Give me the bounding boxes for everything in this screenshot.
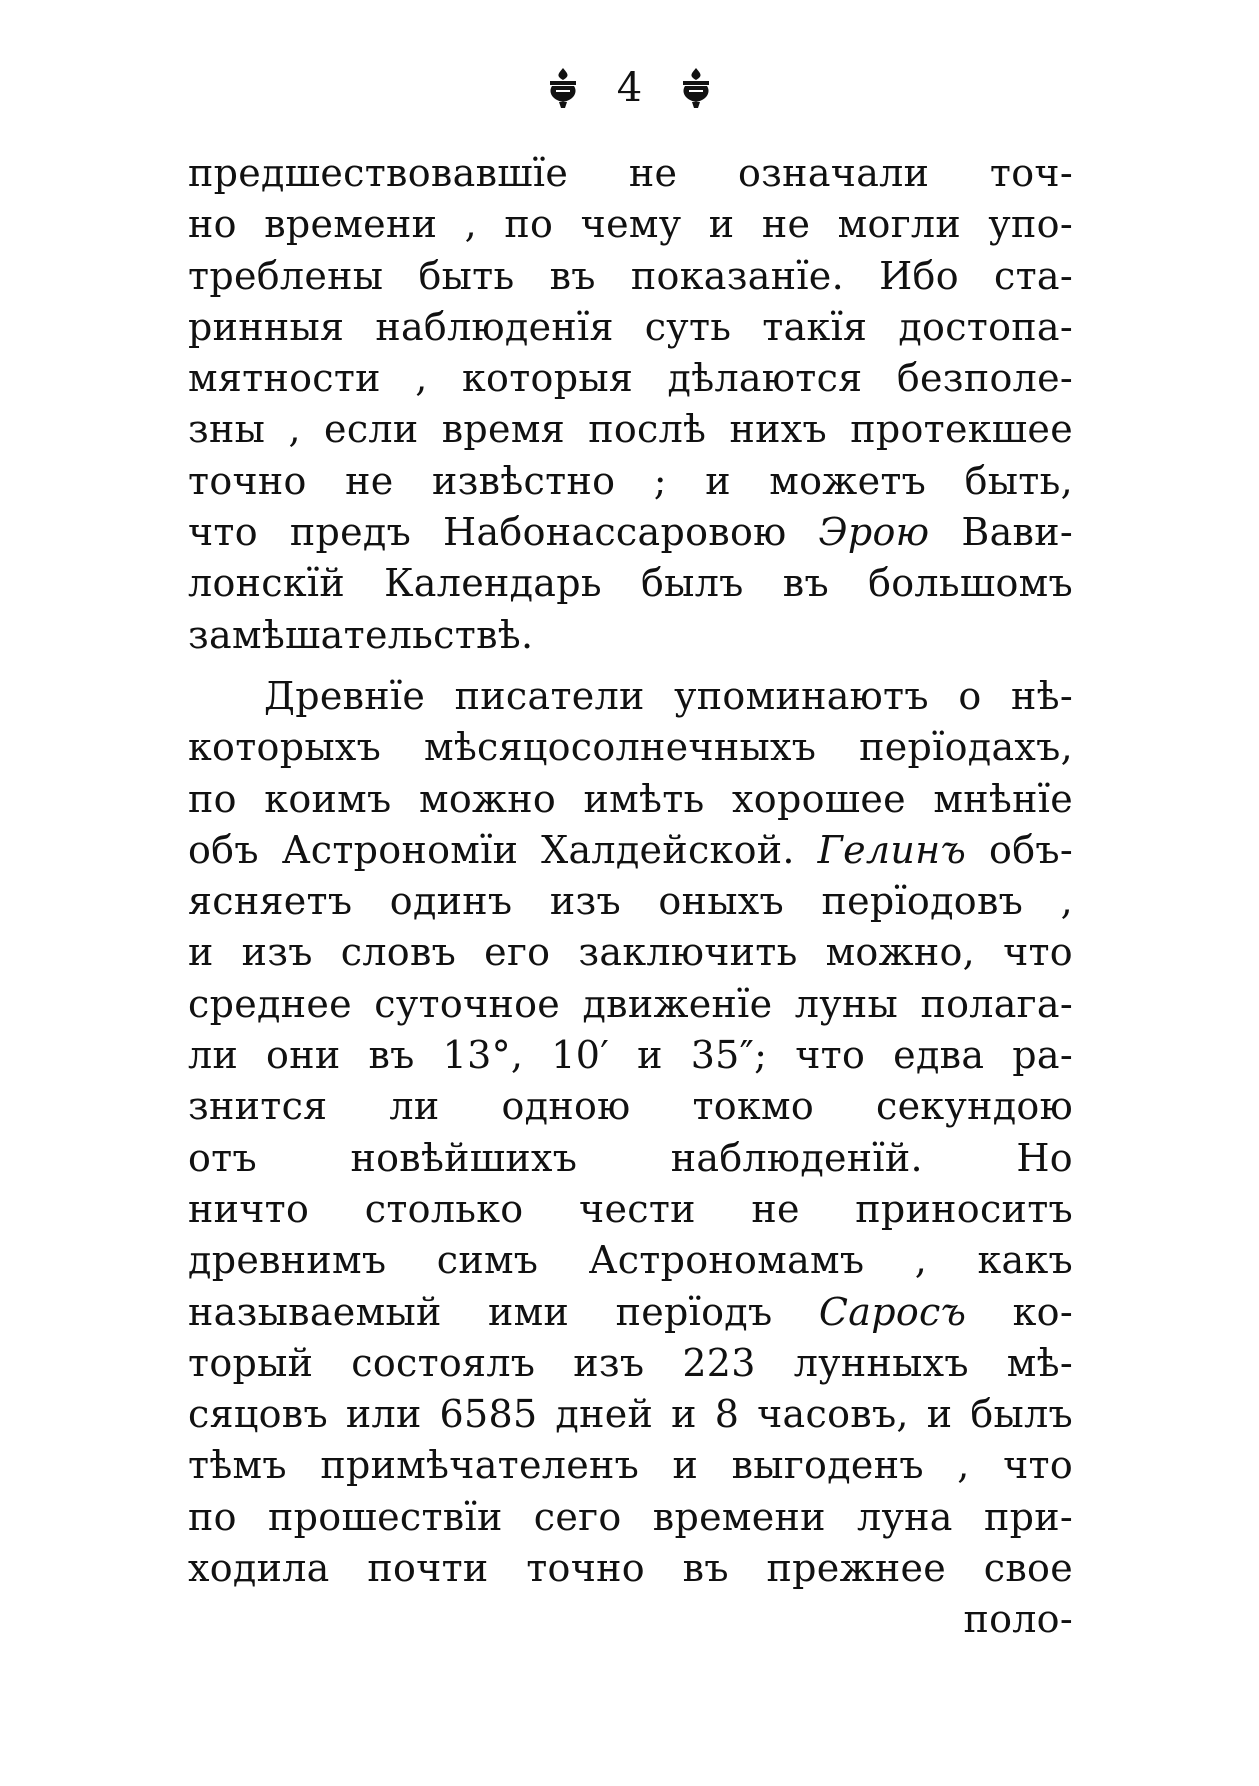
left-fleuron-icon [544,66,582,110]
text-line: знится ли одною токмо секундою [188,1084,1073,1129]
text-line: объ Астрономїи Халдейской. Гелинъ объ- [188,827,1073,872]
text-line: но времени , по чему и не могли упо- [188,202,1073,247]
right-fleuron-icon [677,66,715,110]
text-line: тѣмъ примѣчателенъ и выгоденъ , что [188,1443,1073,1488]
text-line: торый состоялъ изъ 223 лунныхъ мѣ- [188,1340,1073,1385]
text-line: сяцовъ или 6585 дней и 8 часовъ, и былъ [188,1392,1073,1437]
body-text [188,148,1073,1646]
text-line: зны , если время послѣ нихъ протекшее [188,407,1073,452]
catchword: поло- [963,1597,1073,1642]
text-line: древнимъ симъ Астрономамъ , какъ [188,1238,1073,1283]
text-line: ли они въ 13°, 10′ и 35″; что едва ра- [188,1033,1073,1078]
text-line: Древнїе писатели упоминаютъ о нѣ- [264,673,1073,718]
text-line: отъ новѣйшихъ наблюденїй. Но [188,1135,1073,1180]
text-line: по коимъ можно имѣть хорошее мнѣнїе [188,776,1073,821]
text-line: предшествовавшїе не означали точ- [188,151,1073,195]
text-line: ясняетъ одинъ изъ оныхъ перїодовъ , [188,879,1073,924]
text-line: и изъ словъ его заключить можно, что [188,930,1073,975]
page-number: 4 [616,65,643,111]
text-line: что предъ Набонассаровою Эрою Вави- [188,510,1073,555]
text-line: называемый ими перїодъ Саросъ ко- [188,1289,1073,1334]
text-line: треблены быть въ показанїе. Ибо ста- [188,253,1073,298]
text-line: лонскїй Календарь былъ въ большомъ [188,561,1073,606]
page-header [0,60,1259,113]
text-line: которыхъ мѣсяцосолнечныхъ перїодахъ, [188,725,1073,770]
text-line: замѣшательствѣ. [188,612,534,657]
text-line: ходила почти точно въ прежнее свое [188,1546,1073,1591]
text-line: ничто столько чести не приноситъ [188,1186,1073,1231]
text-line: точно не извѣстно ; и можетъ быть, [188,458,1073,503]
text-line: ринныя наблюденїя суть такїя достопа- [188,304,1073,349]
text-line: среднее суточное движенїе луны полага- [188,981,1073,1026]
text-line: мятности , которыя дѣлаются безполе- [188,356,1073,401]
text-line: по прошествїи сего времени луна при- [188,1494,1073,1539]
